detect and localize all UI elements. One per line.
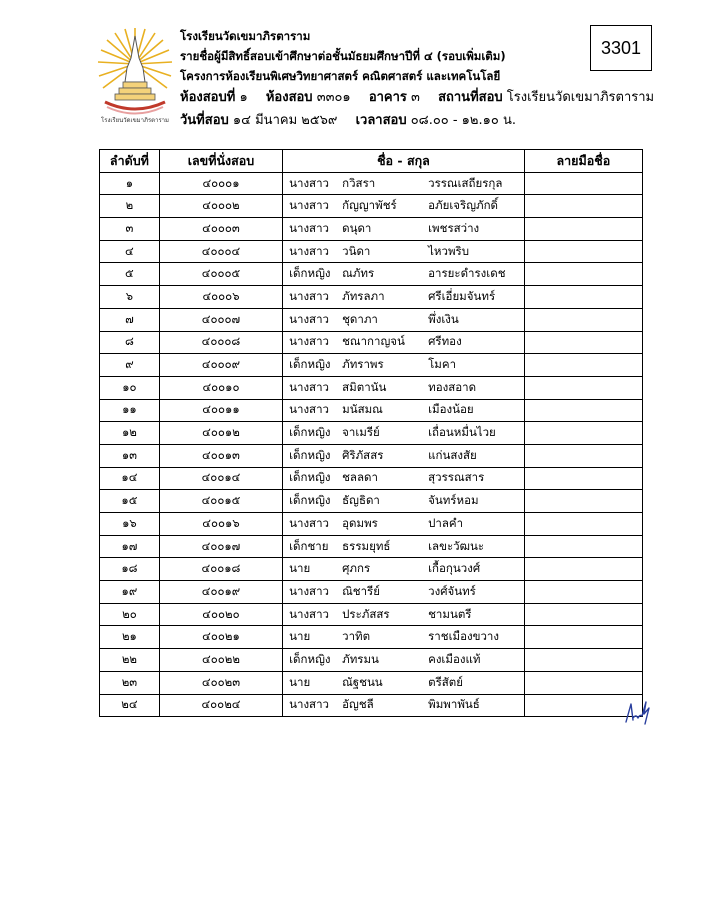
svg-text:โรงเรียนวัดเขมาภิรตาราม: โรงเรียนวัดเขมาภิรตาราม [101,117,169,124]
school-emblem-icon [95,24,175,124]
last-name: อารยะดำรงเดช [428,266,506,281]
order-cell: ๒๑ [100,626,160,649]
seat-number-cell: ๔๐๐๒๓ [159,671,282,694]
exam-room-label: ห้องสอบที่ [180,90,236,105]
full-name-cell [283,603,525,626]
signature-cell[interactable] [524,308,642,331]
table-row [100,308,643,331]
first-name: ศุภกร [342,561,371,576]
name-title: นาย [289,674,311,689]
last-name: พึ่งเงิน [428,311,459,326]
first-name: วนิดา [342,243,371,258]
order-cell: ๑๒ [100,422,160,445]
seat-number-cell: ๔๐๐๑๓ [159,444,282,467]
first-name: ชุดาภา [342,311,378,326]
venue-label: สถานที่สอบ [438,90,503,105]
table-row [100,399,643,422]
order-cell: ๒๓ [100,671,160,694]
full-name-cell [283,376,525,399]
seat-number-cell: ๔๐๐๐๑ [159,172,282,195]
order-cell: ๕ [100,263,160,286]
document-title: รายชื่อผู้มีสิทธิ์สอบเข้าศึกษาต่อชั้นมัธยมศึกษาปีที่ ๔ (รอบเพิ่มเติม) [180,49,506,63]
table-body [100,172,643,717]
order-cell: ๒ [100,195,160,218]
signature-cell[interactable] [524,263,642,286]
first-name: ภัทรมน [342,651,379,666]
name-title: นางสาว [289,379,329,394]
full-name-cell [283,240,525,263]
signature-cell[interactable] [524,467,642,490]
full-name-cell [283,490,525,513]
seat-number-cell: ๔๐๐๑๐ [159,376,282,399]
name-title: นางสาว [289,175,329,190]
seat-number-cell: ๔๐๐๐๖ [159,286,282,309]
last-name: ทองสอาด [428,379,477,394]
name-title: นางสาว [289,288,329,303]
name-title: นางสาว [289,583,329,598]
name-title: นางสาว [289,334,329,349]
name-title: นางสาว [289,606,329,621]
signature-cell[interactable] [524,513,642,536]
signature-cell[interactable] [524,626,642,649]
seat-number-cell: ๔๐๐๐๒ [159,195,282,218]
signature-cell[interactable] [524,286,642,309]
document-header [180,26,660,132]
full-name-cell [283,195,525,218]
last-name: ตรีสัตย์ [428,674,463,689]
order-cell: ๒๒ [100,649,160,672]
signature-cell[interactable] [524,444,642,467]
full-name-cell [283,694,525,717]
table-header-row [100,150,643,173]
order-cell: ๖ [100,286,160,309]
first-name: อุดมพร [342,515,378,530]
signature-cell[interactable] [524,218,642,241]
table-row [100,286,643,309]
column-header-signature: ลายมือชื่อ [524,150,642,173]
table-row [100,263,643,286]
first-name: กวิสรา [342,175,376,190]
table-row [100,603,643,626]
seat-number-cell: ๔๐๐๒๐ [159,603,282,626]
signature-cell[interactable] [524,535,642,558]
first-name: ณิชารีย์ [342,583,380,598]
program-name: โครงการห้องเรียนพิเศษวิทยาศาสตร์ คณิตศาสตร์ และเทคโนโลยี [180,69,501,83]
last-name: จันทร์หอม [428,493,479,508]
signature-cell[interactable] [524,603,642,626]
full-name-cell [283,535,525,558]
date-label: วันที่สอบ [180,113,229,128]
name-title: เด็กหญิง [289,651,331,666]
first-name: ธัญธิดา [342,493,380,508]
name-title: เด็กหญิง [289,447,331,462]
full-name-cell [283,671,525,694]
signature-cell[interactable] [524,558,642,581]
date-value: ๑๔ มีนาคม ๒๕๖๙ [232,113,338,128]
seat-number-cell: ๔๐๐๑๗ [159,535,282,558]
first-name: จาเมรีย์ [342,425,380,440]
last-name: แก่นสงสัย [428,447,477,462]
last-name: สุวรรณสาร [428,470,485,485]
exam-datetime-line [180,109,660,132]
first-name: ประภัสสร [342,606,390,621]
table-row [100,331,643,354]
last-name: ไหวพริบ [428,243,470,258]
full-name-cell [283,558,525,581]
name-title: นาย [289,629,311,644]
seat-number-cell: ๔๐๐๒๔ [159,694,282,717]
student-roster-table [99,149,643,717]
room-code-box: 3301 [590,25,652,71]
full-name-cell [283,626,525,649]
table-row [100,422,643,445]
full-name-cell [283,513,525,536]
full-name-cell [283,308,525,331]
first-name: วาทิต [342,629,371,644]
signature-cell[interactable] [524,240,642,263]
order-cell: ๑๐ [100,376,160,399]
order-cell: ๓ [100,218,160,241]
order-cell: ๒๔ [100,694,160,717]
table-row [100,694,643,717]
last-name: พิมพาพันธ์ [428,697,480,712]
table-row [100,218,643,241]
school-name: โรงเรียนวัดเขมาภิรตาราม [180,29,311,43]
name-title: นางสาว [289,402,329,417]
name-title: นางสาว [289,697,329,712]
table-row [100,195,643,218]
full-name-cell [283,581,525,604]
seat-number-cell: ๔๐๐๒๑ [159,626,282,649]
signature-cell[interactable] [524,399,642,422]
last-name: ศรีเอี่ยมจันทร์ [428,288,496,303]
seat-number-cell: ๔๐๐๐๓ [159,218,282,241]
name-title: เด็กหญิง [289,266,331,281]
last-name: ปาลคำ [428,515,464,530]
last-name: เถื่อนหมื่นไวย [428,425,496,440]
first-name: ดนุดา [342,220,372,235]
order-cell: ๑๗ [100,535,160,558]
venue-value: โรงเรียนวัดเขมาภิรตาราม [506,90,655,105]
order-cell: ๔ [100,240,160,263]
table-row [100,626,643,649]
last-name: วงศ์จันทร์ [428,583,476,598]
table-row [100,513,643,536]
name-title: นางสาว [289,243,329,258]
column-header-seat-number: เลขที่นั่งสอบ [159,150,282,173]
order-cell: ๑ [100,172,160,195]
signature-cell[interactable] [524,671,642,694]
building-value: ๓ [411,90,420,105]
signature-cell[interactable] [524,490,642,513]
signature-cell[interactable] [524,581,642,604]
name-title: เด็กหญิง [289,470,331,485]
last-name: อภัยเจริญภักดิ์ [428,198,499,213]
first-name: ชณากาญจน์ [342,334,405,349]
column-header-order: ลำดับที่ [100,150,160,173]
last-name: คงเมืองแท้ [428,651,481,666]
first-name: ธรรมยุทธ์ [342,538,391,553]
last-name: วรรณเสถียรกุล [428,175,503,190]
signature-cell[interactable] [524,354,642,377]
exam-room-value: ๑ [239,90,248,105]
first-name: สมิตานัน [342,379,387,394]
seat-number-cell: ๔๐๐๑๙ [159,581,282,604]
order-cell: ๙ [100,354,160,377]
last-name: เมืองน้อย [428,402,474,417]
last-name: โมคา [428,357,457,372]
name-title: นางสาว [289,311,329,326]
seat-number-cell: ๔๐๐๑๒ [159,422,282,445]
seat-number-cell: ๔๐๐๐๘ [159,331,282,354]
room-label: ห้องสอบ [265,90,313,105]
first-name: ณภัทร [342,266,375,281]
full-name-cell [283,422,525,445]
full-name-cell [283,172,525,195]
table-row [100,376,643,399]
name-title: นางสาว [289,515,329,530]
first-name: มนัสมณ [342,402,383,417]
first-name: กัญญาพัชร์ [342,198,397,213]
seat-number-cell: ๔๐๐๑๖ [159,513,282,536]
first-name: ภัทราพร [342,357,384,372]
table-row [100,490,643,513]
name-title: นางสาว [289,220,329,235]
table-row [100,558,643,581]
first-name: ณัฐชนน [342,674,383,689]
full-name-cell [283,444,525,467]
seat-number-cell: ๔๐๐๒๒ [159,649,282,672]
order-cell: ๒๐ [100,603,160,626]
signature-cell[interactable] [524,376,642,399]
order-cell: ๘ [100,331,160,354]
room-value: ๓๓๐๑ [316,90,351,105]
seat-number-cell: ๔๐๐๐๔ [159,240,282,263]
order-cell: ๑๕ [100,490,160,513]
last-name: ราชเมืองขวาง [428,629,499,644]
last-name: เกื้อกุนวงศ์ [428,561,481,576]
signature-cell[interactable] [524,195,642,218]
seat-number-cell: ๔๐๐๐๕ [159,263,282,286]
handwritten-signature-icon [622,700,652,726]
signature-cell[interactable] [524,172,642,195]
full-name-cell [283,354,525,377]
full-name-cell [283,467,525,490]
order-cell: ๑๑ [100,399,160,422]
first-name: อัญชลี [342,697,374,712]
last-name: ศรีทอง [428,334,462,349]
exam-location-line [180,86,660,109]
first-name: ศิริภัสสร [342,447,384,462]
seat-number-cell: ๔๐๐๐๗ [159,308,282,331]
table-row [100,467,643,490]
time-label: เวลาสอบ [355,113,407,128]
building-label: อาคาร [368,90,407,105]
full-name-cell [283,218,525,241]
order-cell: ๗ [100,308,160,331]
order-cell: ๑๓ [100,444,160,467]
name-title: เด็กหญิง [289,357,331,372]
table-row [100,444,643,467]
seat-number-cell: ๔๐๐๑๕ [159,490,282,513]
seat-number-cell: ๔๐๐๑๘ [159,558,282,581]
full-name-cell [283,286,525,309]
first-name: ภัทรลภา [342,288,385,303]
column-header-full-name: ชื่อ - สกุล [283,150,525,173]
name-title: เด็กหญิง [289,425,331,440]
name-title: เด็กหญิง [289,493,331,508]
time-value: ๐๘.๐๐ - ๑๒.๑๐ น. [410,113,516,128]
seat-number-cell: ๔๐๐๐๙ [159,354,282,377]
name-title: นาย [289,561,311,576]
full-name-cell [283,649,525,672]
full-name-cell [283,263,525,286]
signature-cell[interactable] [524,331,642,354]
full-name-cell [283,399,525,422]
order-cell: ๑๙ [100,581,160,604]
name-title: นางสาว [289,198,329,213]
name-title: เด็กชาย [289,538,329,553]
last-name: ชามนตรี [428,606,472,621]
signature-cell[interactable] [524,649,642,672]
order-cell: ๑๔ [100,467,160,490]
table-row [100,172,643,195]
order-cell: ๑๖ [100,513,160,536]
last-name: เพชรสว่าง [428,220,480,235]
seat-number-cell: ๔๐๐๑๑ [159,399,282,422]
signature-cell[interactable] [524,422,642,445]
table-row [100,649,643,672]
table-row [100,240,643,263]
table-row [100,535,643,558]
seat-number-cell: ๔๐๐๑๔ [159,467,282,490]
first-name: ชลลดา [342,470,378,485]
table-row [100,671,643,694]
last-name: เลขะวัฒนะ [428,538,485,553]
order-cell: ๑๘ [100,558,160,581]
full-name-cell [283,331,525,354]
table-row [100,581,643,604]
table-row [100,354,643,377]
